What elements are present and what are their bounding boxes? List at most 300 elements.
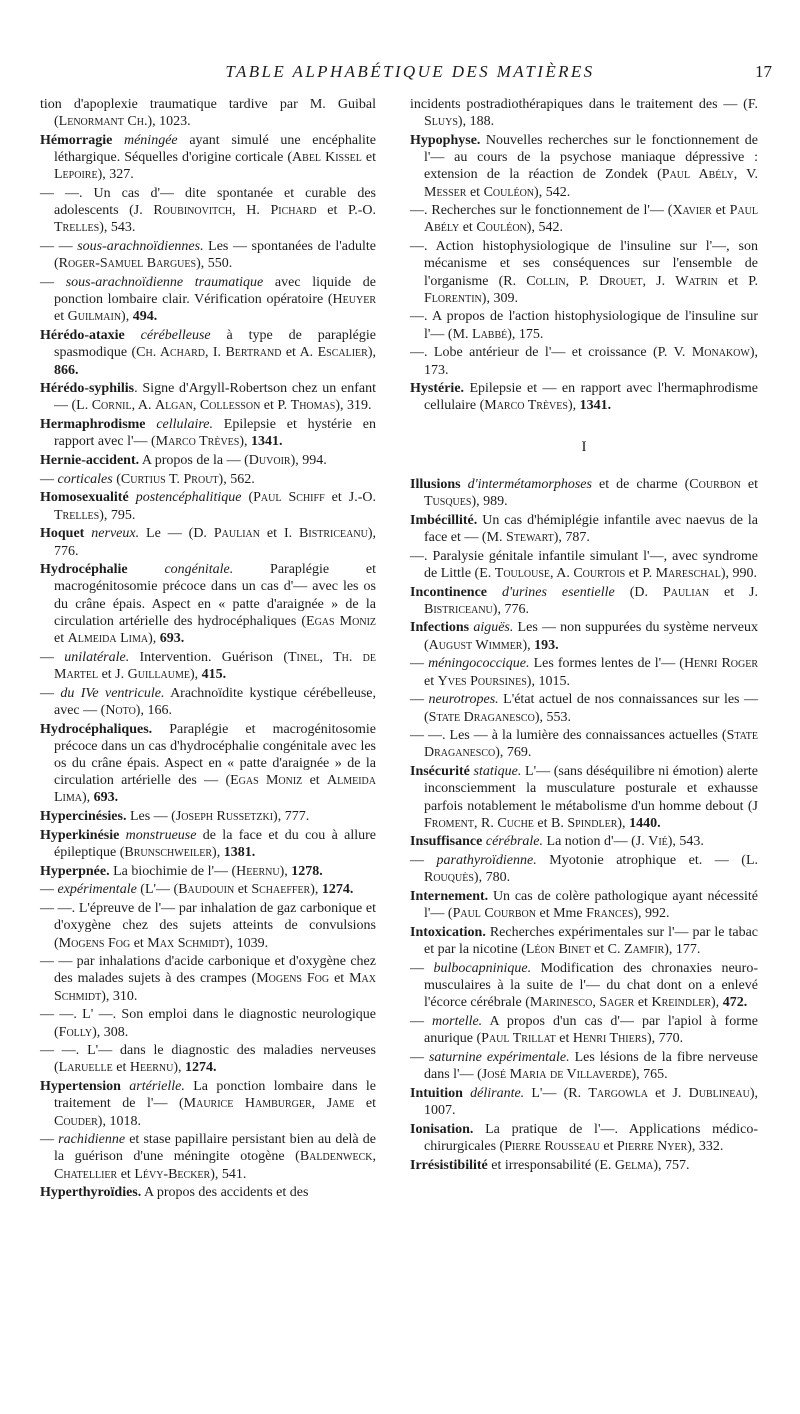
author-name: Chatellier [54, 1166, 118, 1182]
entry-headword: Hérédo-syphilis [40, 381, 135, 397]
entry-qualifier: mortelle. [432, 1013, 483, 1029]
entry-text: ( [241, 490, 254, 506]
index-column-right [410, 96, 758, 1175]
entry-text [125, 328, 141, 343]
entry-headword: Irrésistibilité [410, 1157, 488, 1173]
author-name: Roubinovitch [153, 203, 233, 219]
entry-qualifier: postencéphalitique [135, 490, 242, 506]
entry-text: ), [711, 995, 723, 1011]
entry-text: ), [173, 1060, 186, 1076]
entry-text: et [555, 1031, 573, 1047]
entry-text: et P.-O. [316, 203, 376, 219]
entry-headword: 494. [132, 309, 158, 325]
index-entry [410, 548, 758, 582]
author-name: Paul Courbon [452, 906, 536, 922]
entry-text: et P. [260, 398, 291, 414]
entry-text: et [234, 882, 252, 898]
entry-text: ), 177. [664, 942, 701, 958]
entry-headword: 1341. [579, 398, 612, 414]
index-entry [410, 132, 758, 201]
entry-text: et [130, 935, 148, 951]
entry-text: — [40, 275, 66, 291]
entry-text: A propos des accidents et des [141, 1185, 309, 1201]
entry-text: L'état actuel de nos connaissances sur les — ( [424, 692, 758, 725]
author-name: Paulian [213, 526, 260, 542]
index-entry [410, 924, 758, 958]
author-name: Couléon [483, 184, 535, 200]
entry-text: et B. [533, 815, 568, 831]
author-name: Xavier [672, 203, 712, 219]
entry-text: L'— (R. [524, 1085, 589, 1101]
index-entry [40, 525, 376, 559]
entry-text: et [302, 773, 327, 789]
entry-qualifier: saturnine expérimentale. [428, 1049, 570, 1065]
entry-text: (L'— ( [136, 882, 179, 898]
entry-qualifier: cellulaire. [156, 417, 213, 433]
entry-text: — [40, 471, 58, 487]
index-entry [410, 344, 758, 378]
author-name: Th. de Martel [54, 649, 377, 682]
entry-text: ), 770. [646, 1031, 684, 1047]
entry-text: ), [617, 815, 630, 831]
author-name: Marco Trèves [484, 398, 568, 414]
entry-headword: Hémorragie [40, 132, 113, 148]
author-name: Almeida Lima [67, 631, 149, 647]
author-name: Rouquès [424, 870, 474, 886]
author-name: Lepoire [54, 167, 98, 183]
entry-qualifier: sous-arachnoïdiennes. [77, 239, 204, 255]
author-name: Marinesco [529, 995, 593, 1011]
entry-text: , P. [565, 273, 600, 289]
author-name: Lévy-Becker [134, 1166, 211, 1182]
author-name: Collesson [199, 398, 261, 414]
entry-text: — [40, 882, 58, 898]
author-name: Curtius [120, 471, 166, 487]
entry-text: et [466, 184, 484, 200]
entry-text: et [354, 1096, 377, 1112]
author-name: Abel Kissel [292, 150, 362, 166]
entry-text: —. Paralysie génitale infantile simulant l'—, avec syndrome de Little (E. [410, 548, 758, 581]
author-name: Folly [58, 1024, 93, 1040]
author-name: Dublineau [688, 1085, 750, 1101]
entry-headword: Intoxication. [410, 924, 486, 940]
entry-text: ), [279, 863, 292, 879]
entry-headword: Hystérie. [410, 381, 465, 397]
entry-qualifier: cérébelleuse [140, 328, 211, 344]
entry-text: ), 777. [273, 809, 310, 825]
author-name: Maurice Hamburger [183, 1096, 312, 1112]
author-name: Baudouin [178, 882, 235, 898]
entry-text: Les lésions de la fibre nerveuse dans l'— ( [424, 1049, 759, 1083]
entry-text: Intervention. Guérison ( [129, 649, 288, 665]
entry-text: A propos d'un cas d'— par l'apiol à forme anurique ( [424, 1013, 758, 1047]
entry-text: ), 188. [457, 114, 495, 130]
index-entry [410, 1013, 758, 1047]
entry-text: , [192, 398, 200, 414]
entry-text: ), [121, 309, 133, 325]
entry-text: et I. [259, 526, 300, 542]
section-letter [410, 439, 758, 456]
entry-text: — —. Un cas d'— dite spontanée et curable des adolescents (J. [40, 186, 376, 219]
author-name: Sluys [424, 114, 458, 130]
index-entry [40, 721, 376, 807]
entry-text: ), 989. [471, 494, 508, 510]
entry-text: (D. [614, 584, 663, 600]
author-name: Heernu [129, 1060, 174, 1076]
entry-qualifier: délirante. [470, 1085, 525, 1101]
author-name: Prout [183, 471, 219, 487]
entry-text: — [40, 649, 65, 665]
entry-text: ), 994. [290, 453, 327, 469]
author-name: Laruelle [58, 1060, 113, 1076]
index-entry [40, 274, 376, 326]
entry-text: — —. L'— dans le diagnostic des maladies nerveuses ( [40, 1043, 376, 1076]
entry-text: , A. [131, 398, 155, 414]
entry-text: ), [212, 845, 224, 861]
entry-text: —. Lobe antérieur de l'— et croissance (P. V. [410, 345, 692, 361]
entry-headword: 866. [54, 362, 79, 378]
entry-text: et [740, 476, 758, 492]
author-name: Algan [154, 398, 193, 414]
entry-text: ), [567, 398, 580, 414]
entry-text: ), 175. [507, 326, 544, 342]
entry-headword: 1274. [185, 1060, 217, 1076]
index-entry [40, 96, 376, 130]
entry-text: et [329, 971, 350, 987]
entry-text: et J. [709, 584, 759, 600]
entry-text: — — par inhalations d'acide carbonique et d'oxygène chez des malades sujets à des crampes ( [40, 954, 376, 987]
entry-qualifier: expérimentale [57, 882, 137, 898]
author-name: Tusques [424, 494, 472, 510]
entry-headword: Incontinence [410, 584, 487, 600]
author-name: Stewart [506, 529, 554, 545]
index-entry [40, 1006, 376, 1040]
entry-text: et de charme ( [591, 476, 690, 492]
author-name: Guilmain [67, 309, 122, 325]
entry-text: ), 769. [495, 745, 532, 761]
entry-qualifier: méningococcique. [428, 656, 530, 672]
author-name: Paulian [662, 584, 710, 600]
author-name: Egas Moniz [306, 613, 377, 629]
entry-text: ayant simulé une encéphalite léthargique. Séquelles d'origine corticale ( [54, 132, 376, 166]
entry-text: ), 1023. [147, 114, 191, 130]
author-name: Guillaume [127, 667, 190, 682]
author-name: Monakow [691, 345, 750, 361]
index-entry [410, 96, 758, 130]
author-name: Heernu [236, 863, 280, 879]
author-name: Escalier [317, 345, 368, 361]
entry-text: — [410, 692, 429, 708]
entry-text: La biochimie de l'— ( [109, 863, 237, 879]
entry-qualifier: méningée [123, 132, 178, 148]
index-entry [40, 827, 376, 861]
entry-text: ), 992. [633, 906, 670, 922]
entry-text: Paraplégie et macrogénitosomie précoce dans un cas d'hydrocéphalie congénitale avec les os du crâne épais. Aspect en « patte d'araignée » de la circulation artérielle des — ( [54, 721, 376, 789]
entry-qualifier: congénitale. [164, 562, 234, 578]
running-header [40, 62, 780, 86]
index-entry [410, 727, 758, 761]
entry-text: Epilepsie et hystérie en rapport avec l'— ( [54, 417, 377, 450]
entry-headword: 1381. [223, 845, 256, 861]
author-name: Pierre Rousseau [504, 1138, 600, 1154]
entry-qualifier: monstrueuse [125, 827, 197, 843]
entry-headword: Illusions [410, 476, 461, 492]
author-name: Max Schmidt [54, 971, 377, 1004]
entry-text: ), 332. [687, 1138, 724, 1154]
entry-text: ), 550. [196, 256, 233, 272]
entry-text: , I. [204, 345, 226, 361]
entry-headword: Hermaphrodisme [40, 417, 146, 433]
entry-text: La notion d'— (J. [543, 834, 649, 850]
author-name: Pichard [270, 203, 317, 219]
entry-headword: 1341. [251, 434, 283, 450]
author-name: Kreindler [651, 995, 712, 1011]
entry-qualifier: sous-arachnoïdienne traumatique [65, 275, 264, 291]
entry-text: ), 780. [473, 870, 511, 886]
entry-text: et Mme [535, 906, 587, 922]
entry-text: ), 308. [92, 1024, 129, 1040]
author-name: Paul Abély [424, 203, 758, 236]
entry-text: Les formes lentes de l'— ( [529, 656, 684, 672]
entry-text: ), 1007. [424, 1085, 759, 1118]
entry-text: Myotonie atrophique et. — (L. [536, 853, 758, 869]
entry-text: L'— (sans déséquilibre ni émotion) alerte inconsciemment la musculature posturale et exhausse parfois notablement le métabolisme d'un homme debout (J [424, 764, 758, 814]
entry-text: Recherches expérimentales sur l'— par le tabac et par la nicotine ( [424, 924, 758, 958]
index-entry [40, 808, 376, 825]
entry-text: et [634, 995, 652, 1011]
index-entry [410, 691, 758, 725]
entry-headword: 1278. [291, 863, 323, 879]
entry-text: Nouvelles recherches sur le fonctionnement de l'— au cours de la psychose maniaque dépressive : extension de la réaction de Zondek ( [424, 132, 758, 183]
entry-text: ), 765. [631, 1067, 668, 1083]
author-name: Collin [526, 273, 566, 289]
entry-qualifier: bulbocapninique. [433, 960, 532, 976]
author-name: Baldenweck [299, 1149, 373, 1165]
entry-text: ), 310. [101, 988, 138, 1004]
entry-text: ), 542. [534, 184, 571, 200]
entry-text: — —. L'épreuve de l'— par inhalation de gaz carbonique et d'oxygène chez des sujets atteints de convulsions ( [40, 901, 376, 951]
index-entry [410, 655, 758, 689]
entry-text: Le — (D. [139, 526, 214, 542]
entry-text: et P. [717, 273, 759, 289]
entry-text: et J. [647, 1085, 689, 1101]
entry-qualifier: aiguës. [473, 620, 514, 636]
index-entry [40, 685, 376, 719]
index-entry [40, 1184, 376, 1201]
index-entry [40, 238, 376, 272]
author-name: Yves Poursines [437, 673, 527, 689]
section-letter-text: I [581, 438, 587, 455]
entry-text: et [54, 309, 68, 325]
author-name: Gelma [614, 1157, 654, 1173]
entry-text: — [410, 1049, 429, 1065]
entry-text: ), [239, 434, 252, 450]
author-name: Courtois [573, 565, 626, 581]
entry-text: tion d'apoplexie traumatique tardive par M. Guibal ( [40, 97, 376, 130]
entry-text: ), [148, 631, 160, 647]
entry-text: Les — spontanées de l'adulte ( [54, 239, 376, 272]
entry-text: , H. [232, 203, 271, 219]
entry-text: — —. L' —. Son emploi dans le diagnostic neurologique ( [40, 1007, 376, 1040]
page-number: 17 [755, 62, 772, 81]
entry-text [112, 133, 124, 148]
index-entry [40, 380, 376, 414]
index-entry [410, 1085, 758, 1119]
entry-text: , R. [474, 815, 498, 831]
entry-text: , [319, 649, 334, 665]
entry-text: ), 543. [99, 220, 136, 236]
index-entry [410, 512, 758, 546]
entry-text: ), 553. [534, 709, 571, 725]
entry-text: — — [40, 239, 78, 255]
entry-text: ), 542. [526, 220, 563, 236]
entry-text: ), 173. [424, 345, 758, 378]
author-name: Watrin [675, 273, 718, 289]
page-title: TABLE ALPHABÉTIQUE DES MATIÈRES [225, 62, 595, 81]
index-entry [40, 953, 376, 1005]
author-name: Bistriceanu [424, 601, 493, 617]
entry-text: ), 787. [553, 529, 590, 545]
index-entry [40, 452, 376, 469]
author-name: Labbé [472, 326, 508, 342]
entry-text: ), 1015. [526, 673, 570, 689]
author-name: Egas Moniz [230, 773, 303, 789]
index-entry [410, 960, 758, 1012]
entry-qualifier: corticales [57, 471, 113, 487]
author-name: Joseph Russetzki [175, 809, 274, 825]
author-name: Pierre Nyer [616, 1138, 688, 1154]
entry-text: ), [310, 882, 322, 898]
entry-text: ), 1018. [97, 1113, 141, 1129]
author-name: Trelles [54, 220, 100, 236]
author-name: Frances [586, 906, 634, 922]
index-entry [410, 619, 758, 653]
author-name: Sager [599, 995, 635, 1011]
entry-text: ), 327. [97, 167, 134, 183]
entry-text: Epilepsie et — en rapport avec l'hermaphrodisme cellulaire ( [424, 381, 758, 414]
entry-headword: Homosexualité [40, 490, 129, 506]
entry-text: de la face et du cou à allure épileptique ( [54, 827, 377, 861]
entry-text: Un cas d'hémiplégie infantile avec naevus de la face et — (M. [424, 512, 758, 545]
entry-headword: Hyperpnée. [40, 863, 110, 879]
author-name: Almeida Lima [54, 773, 376, 806]
entry-qualifier: parathyroïdienne. [436, 853, 537, 869]
entry-headword: 1274. [321, 882, 354, 898]
entry-text: ), 776. [54, 526, 376, 559]
author-name: Bertrand [225, 345, 282, 361]
author-name: Froment [424, 815, 475, 831]
index-entry [40, 1131, 376, 1183]
entry-text: Paraplégie et macrogénitosomie précoce dans un cas d'— avec les os du crâne épais. Aspect en « patte d'araignée » de la circulation artérielle des hydrocéphaliques ( [54, 562, 377, 629]
entry-text: à type de paraplégie spasmodique ( [54, 328, 376, 361]
entry-text: ), [367, 345, 376, 361]
entry-text: , [372, 1149, 376, 1165]
entry-headword: Hyperkinésie [40, 827, 120, 843]
entry-qualifier: cérébrale. [485, 834, 544, 850]
entry-text: et [117, 1166, 135, 1182]
entry-text: La pratique de l'—. Applications médico-chirurgicales ( [424, 1121, 758, 1154]
author-name: Thomas [290, 398, 336, 414]
index-entry [40, 327, 376, 379]
entry-text: et [711, 203, 730, 219]
entry-text: — [40, 685, 61, 701]
entry-text: et stase papillaire persistant bien au delà de la guérison d'une méningite otogène ( [54, 1132, 377, 1165]
author-name: Brunschweiler [124, 845, 213, 861]
entry-headword: Hyperthyroïdies. [40, 1185, 142, 1201]
entry-headword: Insuffisance [410, 834, 483, 850]
index-column-left [40, 96, 376, 1203]
entry-text: et J.-O. [324, 490, 377, 506]
entry-text: incidents postradiothérapiques dans le traitement des — (F. [410, 97, 758, 112]
entry-text: ), 166. [135, 702, 172, 718]
entry-text: , J. [642, 273, 676, 289]
entry-headword: Hypertension [40, 1079, 121, 1095]
index-entry [40, 416, 376, 450]
index-entry [410, 1049, 758, 1083]
entry-headword: 1440. [629, 815, 661, 831]
author-name: Mogens Fog [256, 971, 330, 987]
author-name: Spindler [567, 815, 618, 831]
index-entry [40, 900, 376, 952]
author-name: José Maria de Villaverde [481, 1067, 632, 1083]
index-entry [410, 308, 758, 342]
index-entry [40, 185, 376, 237]
entry-headword: Infections [410, 620, 470, 636]
entry-text: et [424, 673, 438, 689]
author-name: Zamfir [624, 942, 665, 958]
entry-headword: Internement. [410, 889, 489, 905]
entry-text: —. Recherches sur le fonctionnement de l'— ( [410, 203, 673, 219]
entry-text: et [361, 150, 376, 166]
entry-text: et C. [590, 942, 625, 958]
entry-text: — —. Les — à la lumière des connaissances actuelles ( [410, 728, 727, 744]
author-name: Henri Thiers [572, 1031, 647, 1047]
author-name: Heuyer [332, 292, 376, 308]
index-entry [410, 888, 758, 922]
author-name: Paul Abély [661, 167, 734, 183]
entry-qualifier: d'urines esentielle [501, 584, 615, 600]
entry-text: A propos de la — ( [139, 453, 249, 469]
author-name: Messer [424, 184, 467, 200]
entry-text: ), 990. [720, 565, 757, 581]
entry-headword: 472. [722, 995, 748, 1011]
author-name: Targowla [588, 1085, 648, 1101]
entry-text: et J. [98, 667, 128, 682]
author-name: Max Schmidt [147, 935, 225, 951]
entry-text: Les — non suppurées du système nerveux ( [424, 620, 758, 653]
entry-text: Les — ( [126, 809, 176, 825]
author-name: Léon Binet [525, 942, 591, 958]
index-entry [410, 202, 758, 236]
entry-text: Un cas de colère pathologique ayant nécessité l'— ( [424, 889, 758, 922]
author-name: Noto [105, 702, 136, 718]
entry-text: ), 757. [653, 1157, 690, 1173]
index-entry [410, 584, 758, 618]
entry-text: —. A propos de l'action histophysiologique de l'insuline sur l'— (M. [410, 309, 758, 342]
entry-text: — [410, 853, 437, 869]
index-entry [410, 852, 758, 886]
entry-text: T. [165, 471, 184, 487]
entry-qualifier: d'intermétamorphoses [467, 476, 592, 492]
index-entry [40, 132, 376, 184]
author-name: Lenormant Ch. [58, 114, 148, 130]
entry-headword: 415. [201, 667, 227, 682]
author-name: Florentin [424, 290, 482, 306]
entry-text: ), 1039. [224, 935, 269, 951]
entry-qualifier: unilatérale. [64, 649, 130, 665]
index-entry [410, 1157, 758, 1174]
entry-text [487, 585, 502, 600]
